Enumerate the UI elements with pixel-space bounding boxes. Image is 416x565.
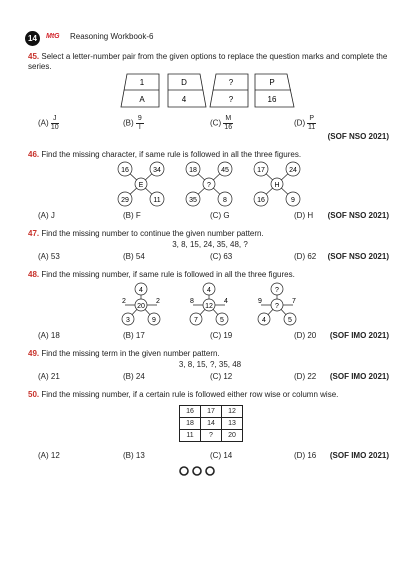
q49-option-c[interactable]: (C) 12	[210, 372, 233, 381]
svg-text:4: 4	[207, 287, 211, 294]
svg-text:?: ?	[207, 182, 211, 189]
q49-option-d[interactable]: (D) 22	[294, 372, 317, 381]
q45-fig4-bottom: 16	[267, 95, 277, 104]
svg-text:29: 29	[121, 197, 129, 204]
svg-text:18: 18	[189, 167, 197, 174]
q47-series: 3, 8, 15, 24, 35, 48, ?	[172, 240, 248, 249]
svg-text:7: 7	[194, 317, 198, 324]
q47-option-b[interactable]: (B) 54	[123, 252, 145, 261]
q45-fig1-top: 1	[139, 78, 145, 87]
q45-source: (SOF NSO 2021)	[327, 132, 389, 141]
svg-text:11: 11	[153, 197, 161, 204]
svg-text:17: 17	[257, 167, 265, 174]
q45-figure-3	[210, 74, 248, 107]
svg-text:24: 24	[289, 167, 297, 174]
svg-text:4: 4	[139, 287, 143, 294]
q48-figure-1	[122, 283, 160, 325]
q45-figure-4	[255, 74, 294, 107]
svg-text:8: 8	[223, 197, 227, 204]
q50-option-c[interactable]: (C) 14	[210, 451, 233, 460]
brand-logo: MtG	[46, 33, 60, 40]
question-text: Select a letter-number pair from the given options to replace the question marks and complete the series.	[28, 52, 388, 71]
end-of-section-ornament	[178, 465, 218, 477]
grid-row: 16 17 12	[180, 406, 243, 418]
svg-text:?: ?	[275, 287, 279, 294]
q49-option-b[interactable]: (B) 24	[123, 372, 145, 381]
svg-text:2: 2	[122, 298, 126, 305]
svg-text:7: 7	[292, 298, 296, 305]
svg-text:3: 3	[126, 317, 130, 324]
q45-fig4-top: P	[269, 78, 275, 87]
question-text: Find the missing term in the given number pattern.	[41, 349, 220, 358]
svg-text:45: 45	[221, 167, 229, 174]
q48-figure-3	[258, 283, 296, 325]
q50-option-b[interactable]: (B) 13	[123, 451, 145, 460]
q45-fig1-bottom: A	[139, 95, 145, 104]
question-text: Find the missing number, if a certain rule is followed either row wise or column wise.	[41, 390, 339, 399]
q45-fig3-top: ?	[228, 78, 234, 87]
svg-text:9: 9	[152, 317, 156, 324]
q46-source: (SOF NSO 2021)	[327, 211, 389, 220]
svg-text:34: 34	[153, 167, 161, 174]
q50-option-a[interactable]: (A) 12	[38, 451, 60, 460]
svg-text:12: 12	[205, 303, 213, 310]
svg-text:E: E	[138, 182, 144, 189]
question-text: Find the missing number, if same rule is followed in all the three figures.	[41, 270, 295, 279]
question-46	[28, 150, 398, 160]
question-number: 45.	[28, 52, 40, 61]
q50-option-d[interactable]: (D) 16	[294, 451, 317, 460]
q45-fig3-bottom: ?	[228, 95, 234, 104]
q48-figures	[110, 281, 310, 329]
q45-option-d[interactable]: (D) $\frac{P}{11}$	[294, 115, 316, 131]
q49-series: 3, 8, 15, ?, 35, 48	[178, 360, 242, 369]
svg-text:4: 4	[262, 317, 266, 324]
question-number: 47.	[28, 229, 40, 238]
question-number: 49.	[28, 349, 40, 358]
q45-fig2-top: D	[181, 78, 187, 87]
grid-row: 18 14 13	[180, 418, 243, 430]
svg-text:20: 20	[137, 303, 145, 310]
q45-option-c[interactable]: (C) $\frac{M}{16}$	[210, 115, 233, 131]
q45-figures	[120, 73, 305, 109]
svg-text:8: 8	[190, 298, 194, 305]
question-text: Find the missing character, if same rule is followed in all the three figures.	[41, 150, 302, 159]
q45-option-a[interactable]: (A) $\frac{J}{10}$	[38, 115, 59, 131]
q45-fig2-bottom: 4	[181, 95, 187, 104]
q45-figure-2	[168, 74, 206, 107]
q45-figure-1	[121, 74, 159, 107]
q48-figure-2	[190, 283, 228, 325]
q45-option-b[interactable]: (B) $\frac{9}{I}$	[123, 115, 142, 131]
question-50	[28, 390, 398, 400]
q49-source: (SOF IMO 2021)	[329, 372, 389, 381]
question-number: 50.	[28, 390, 40, 399]
q50-number-grid	[179, 405, 243, 442]
q47-source: (SOF NSO 2021)	[327, 252, 389, 261]
svg-text:5: 5	[288, 317, 292, 324]
svg-text:16: 16	[257, 197, 265, 204]
q46-figures	[110, 160, 310, 208]
q47-option-d[interactable]: (D) 62	[294, 252, 317, 261]
q46-figure-3	[254, 162, 300, 206]
q46-option-c[interactable]: (C) G	[210, 211, 230, 220]
question-47	[28, 229, 398, 239]
q46-option-b[interactable]: (B) F	[123, 211, 141, 220]
q50-source: (SOF IMO 2021)	[329, 451, 389, 460]
svg-text:2: 2	[156, 298, 160, 305]
svg-text:9: 9	[291, 197, 295, 204]
question-49	[28, 349, 398, 359]
svg-text:9: 9	[258, 298, 262, 305]
question-48	[28, 270, 398, 280]
grid-row: 11 ? 20	[180, 430, 243, 442]
svg-text:5: 5	[220, 317, 224, 324]
svg-text:?: ?	[275, 303, 279, 310]
question-text: Find the missing number to continue the given number pattern.	[41, 229, 264, 238]
q47-option-c[interactable]: (C) 63	[210, 252, 233, 261]
svg-text:35: 35	[189, 197, 197, 204]
question-45	[28, 52, 398, 72]
q46-option-a[interactable]: (A) J	[38, 211, 55, 220]
question-number: 48.	[28, 270, 40, 279]
q48-option-c[interactable]: (C) 19	[210, 331, 233, 340]
workbook-title: Reasoning Workbook-6	[70, 32, 154, 41]
q47-option-a[interactable]: (A) 53	[38, 252, 60, 261]
q46-figure-1	[118, 162, 164, 206]
q46-option-d[interactable]: (D) H	[294, 211, 314, 220]
svg-text:16: 16	[121, 167, 129, 174]
svg-text:H: H	[274, 182, 280, 189]
q46-figure-2	[186, 162, 232, 206]
q48-option-b[interactable]: (B) 17	[123, 331, 145, 340]
question-number: 46.	[28, 150, 40, 159]
q48-option-a[interactable]: (A) 18	[38, 331, 60, 340]
svg-text:4: 4	[224, 298, 228, 305]
q48-source: (SOF IMO 2021)	[329, 331, 389, 340]
page-number-badge: 14	[25, 31, 40, 46]
q49-option-a[interactable]: (A) 21	[38, 372, 60, 381]
q48-option-d[interactable]: (D) 20	[294, 331, 317, 340]
